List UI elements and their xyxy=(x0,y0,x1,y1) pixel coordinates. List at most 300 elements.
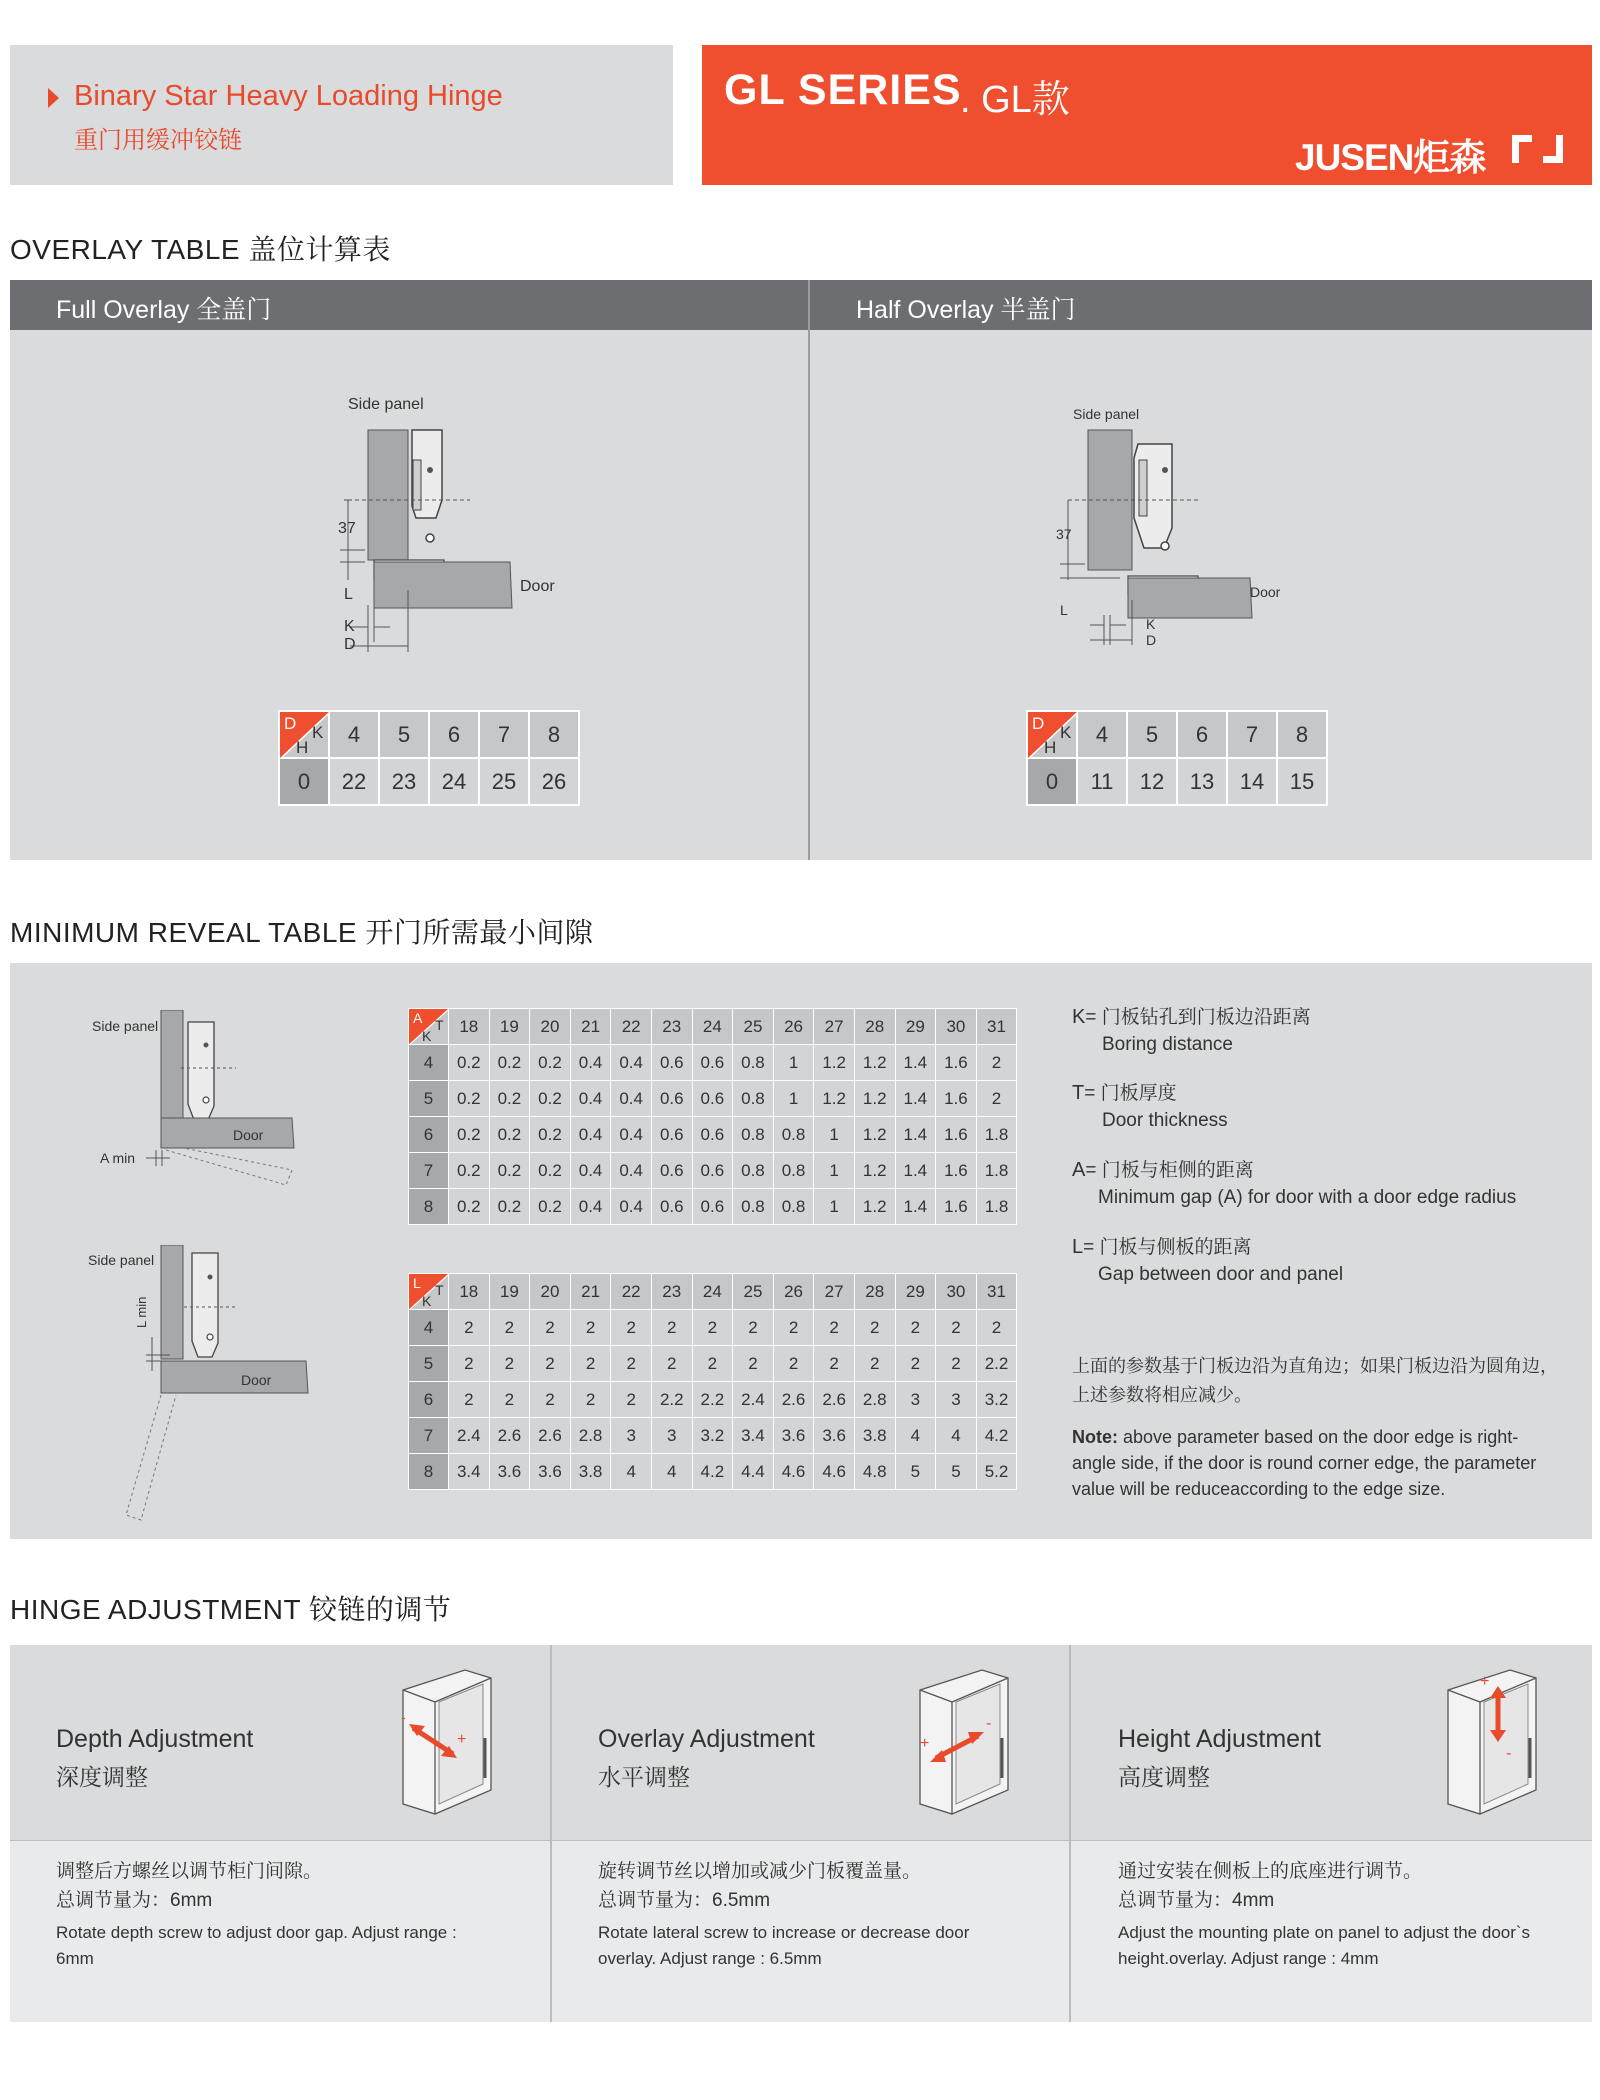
table-cell: 2 xyxy=(936,1310,977,1346)
table-cell: 1.8 xyxy=(976,1153,1017,1189)
table-header-cell: 25 xyxy=(733,1274,774,1310)
table-corner xyxy=(279,711,329,758)
desc-line: 总调节量为：6.5mm xyxy=(598,1890,771,1911)
reveal-section-title: MINIMUM REVEAL TABLE 开门所需最小间隙 xyxy=(10,917,594,948)
table-header-cell: 5 xyxy=(1127,711,1177,758)
corner-top-label: D xyxy=(284,714,297,733)
table-row-header: 8 xyxy=(409,1454,449,1490)
table-cell: 1.6 xyxy=(936,1117,977,1153)
reveal-table-l xyxy=(408,1273,1017,1490)
table-cell: 2 xyxy=(854,1346,895,1382)
table-row xyxy=(409,1045,1017,1081)
full-side-panel-label: Side panel xyxy=(348,396,424,413)
table-cell: 2 xyxy=(449,1346,490,1382)
svg-text:+: + xyxy=(1480,1673,1490,1690)
table-cell: 4 xyxy=(936,1418,977,1454)
table-header-cell: 24 xyxy=(692,1274,733,1310)
table-row-header: 8 xyxy=(409,1189,449,1225)
table-cell: 3.4 xyxy=(449,1454,490,1490)
cabinet-height-icon xyxy=(1440,1662,1540,1822)
table-cell: 2 xyxy=(773,1310,814,1346)
table-cell: 2 xyxy=(489,1310,530,1346)
table-header-cell: 5 xyxy=(379,711,429,758)
table-header-cell: 18 xyxy=(449,1009,490,1045)
table-cell: 2 xyxy=(651,1310,692,1346)
table-header-cell: 6 xyxy=(429,711,479,758)
table-row xyxy=(409,1382,1017,1418)
table-cell: 2 xyxy=(895,1310,936,1346)
table-cell: 3 xyxy=(651,1418,692,1454)
table-header-cell: 27 xyxy=(814,1009,855,1045)
table-cell: 0.2 xyxy=(530,1189,571,1225)
table-header-cell: 22 xyxy=(611,1274,652,1310)
product-name-cn: 重门用缓冲铰链 xyxy=(74,127,242,154)
table-cell: 1 xyxy=(814,1189,855,1225)
legend-key: L xyxy=(1072,1236,1084,1258)
full-overlay-diagram xyxy=(320,390,580,660)
table-header-cell: 19 xyxy=(489,1274,530,1310)
table-cell: 0.2 xyxy=(449,1153,490,1189)
table-row-header: 7 xyxy=(409,1153,449,1189)
desc-line: 旋转调节丝以增加或减少门板覆盖量。 xyxy=(598,1861,922,1882)
table-row xyxy=(409,1310,1017,1346)
table-row xyxy=(409,1454,1017,1490)
legend-l xyxy=(1072,1234,1343,1288)
table-cell: 0.8 xyxy=(733,1081,774,1117)
table-cell: 3 xyxy=(895,1382,936,1418)
table-cell: 1.2 xyxy=(814,1081,855,1117)
svg-text:+: + xyxy=(920,1735,930,1752)
table-cell: 0.2 xyxy=(449,1045,490,1081)
legend-en: Gap between door and panel xyxy=(1098,1264,1344,1285)
table-row-header: 7 xyxy=(409,1418,449,1454)
brand-logo-icon xyxy=(1510,133,1565,165)
table-cell: 25 xyxy=(479,758,529,805)
legend-cn: = 门板与侧板的距离 xyxy=(1083,1237,1252,1258)
table-cell: 2 xyxy=(570,1310,611,1346)
table-header-cell: 23 xyxy=(651,1009,692,1045)
reveal1-side-panel-label: Side panel xyxy=(92,1018,159,1034)
full-l-label: L xyxy=(344,586,353,603)
table-cell: 0.4 xyxy=(611,1045,652,1081)
svg-text:-: - xyxy=(1506,1745,1512,1762)
table-cell: 0.4 xyxy=(570,1153,611,1189)
note-cn: 上面的参数基于门板边沿为直角边；如果门板边沿为圆角边，上述参数将相应减少。 xyxy=(1072,1356,1558,1405)
reveal2-door-label: Door xyxy=(241,1372,272,1388)
table-row-header: 4 xyxy=(409,1045,449,1081)
table-cell: 1.4 xyxy=(895,1081,936,1117)
table-cell: 1.2 xyxy=(854,1153,895,1189)
table-cell: 3 xyxy=(936,1382,977,1418)
note-label: Note: xyxy=(1072,1427,1118,1447)
table-row-header: 5 xyxy=(409,1346,449,1382)
table-cell: 4.2 xyxy=(692,1454,733,1490)
legend-en: Minimum gap (A) for door with a door edge radius xyxy=(1098,1187,1517,1208)
reveal-diagram-lmin xyxy=(96,1245,316,1525)
table-cell: 2.2 xyxy=(692,1382,733,1418)
table-cell: 2.6 xyxy=(530,1418,571,1454)
table-header-cell: 18 xyxy=(449,1274,490,1310)
table-header-cell: 8 xyxy=(1277,711,1327,758)
table-header-cell: 8 xyxy=(529,711,579,758)
table-cell: 2 xyxy=(814,1346,855,1382)
table-corner xyxy=(1027,711,1077,758)
table-cell: 2.6 xyxy=(814,1382,855,1418)
table-cell: 2 xyxy=(570,1382,611,1418)
table-cell: 5 xyxy=(936,1454,977,1490)
table-row xyxy=(409,1153,1017,1189)
table-cell: 4.4 xyxy=(733,1454,774,1490)
table-cell: 3.2 xyxy=(692,1418,733,1454)
table-cell: 0.2 xyxy=(530,1081,571,1117)
table-cell: 2 xyxy=(773,1346,814,1382)
table-cell: 1 xyxy=(814,1117,855,1153)
table-cell: 1.4 xyxy=(895,1117,936,1153)
full-overlay-table xyxy=(278,710,580,806)
table-cell: 1.6 xyxy=(936,1045,977,1081)
reveal2-lmin-label: L min xyxy=(134,1296,149,1328)
table-cell: 2 xyxy=(611,1346,652,1382)
half-l-label: L xyxy=(1060,602,1068,618)
table-cell: 0.4 xyxy=(570,1081,611,1117)
legend-cn: = 门板钻孔到门板边沿距离 xyxy=(1085,1007,1311,1028)
table-cell: 1 xyxy=(814,1153,855,1189)
table-cell: 0.6 xyxy=(692,1153,733,1189)
table-cell: 3 xyxy=(611,1418,652,1454)
table-cell: 11 xyxy=(1077,758,1127,805)
adjustment-section-title: HINGE ADJUSTMENT 铰链的调节 xyxy=(10,1594,452,1625)
table-cell: 0.8 xyxy=(733,1189,774,1225)
overlay-adj-title-en: Overlay Adjustment xyxy=(598,1725,815,1753)
table-cell: 0.4 xyxy=(611,1153,652,1189)
overlay-panel xyxy=(10,280,1592,860)
table-header-cell: 31 xyxy=(976,1009,1017,1045)
table-cell: 0.6 xyxy=(692,1081,733,1117)
svg-text:-: - xyxy=(986,1715,992,1732)
table-cell: 0.6 xyxy=(651,1045,692,1081)
half-dim-label: 37 xyxy=(1056,526,1072,542)
legend-a xyxy=(1072,1157,1516,1211)
table-cell: 2 xyxy=(976,1310,1017,1346)
table-cell: 0.2 xyxy=(449,1117,490,1153)
table-row xyxy=(409,1189,1017,1225)
table-cell: 1.4 xyxy=(895,1189,936,1225)
depth-title-cn: 深度调整 xyxy=(56,1764,148,1790)
legend-key: K xyxy=(1072,1006,1086,1028)
table-cell: 0.2 xyxy=(489,1117,530,1153)
table-cell: 0.6 xyxy=(651,1189,692,1225)
table-cell: 26 xyxy=(529,758,579,805)
table-cell: 0.8 xyxy=(733,1153,774,1189)
corner-right-label: T xyxy=(435,1017,444,1033)
table-header-cell: 28 xyxy=(854,1009,895,1045)
table-cell: 2.2 xyxy=(651,1382,692,1418)
table-header-cell: 20 xyxy=(530,1274,571,1310)
table-cell: 2 xyxy=(611,1382,652,1418)
table-corner xyxy=(409,1009,449,1045)
corner-top-label: D xyxy=(1032,714,1045,733)
table-header-cell: 26 xyxy=(773,1009,814,1045)
table-header-cell: 21 xyxy=(570,1274,611,1310)
corner-top-label: A xyxy=(413,1010,423,1026)
table-cell: 0.4 xyxy=(611,1081,652,1117)
legend-cn: = 门板与柜侧的距离 xyxy=(1085,1160,1254,1181)
reveal-diagram-amin xyxy=(96,1010,316,1200)
table-row-header: 6 xyxy=(409,1382,449,1418)
legend-t xyxy=(1072,1080,1228,1134)
table-header-cell: 21 xyxy=(570,1009,611,1045)
table-cell: 2 xyxy=(733,1310,774,1346)
table-cell: 2 xyxy=(530,1310,571,1346)
table-cell: 2.8 xyxy=(854,1382,895,1418)
table-row-header: 5 xyxy=(409,1081,449,1117)
table-cell: 5.2 xyxy=(976,1454,1017,1490)
table-cell: 2.2 xyxy=(976,1346,1017,1382)
table-cell: 2 xyxy=(854,1310,895,1346)
desc-line: 总调节量为：4mm xyxy=(1118,1890,1275,1911)
table-header-cell: 26 xyxy=(773,1274,814,1310)
table-row xyxy=(409,1117,1017,1153)
series-title: GL SERIES xyxy=(724,66,962,114)
table-row xyxy=(409,1418,1017,1454)
table-cell: 0.2 xyxy=(449,1081,490,1117)
table-cell: 1 xyxy=(773,1045,814,1081)
table-cell: 0.8 xyxy=(733,1117,774,1153)
overlay-divider xyxy=(808,280,810,860)
table-cell: 1.2 xyxy=(854,1081,895,1117)
table-cell: 1.2 xyxy=(814,1045,855,1081)
table-cell: 5 xyxy=(895,1454,936,1490)
legend-k xyxy=(1072,1004,1311,1058)
table-cell: 2 xyxy=(814,1310,855,1346)
table-cell: 14 xyxy=(1227,758,1277,805)
table-row-header: 0 xyxy=(1027,758,1077,805)
table-header-cell: 7 xyxy=(1227,711,1277,758)
table-cell: 1.4 xyxy=(895,1045,936,1081)
table-cell: 4 xyxy=(895,1418,936,1454)
depth-desc-en: Rotate depth screw to adjust door gap. Adjust range : 6mm xyxy=(56,1923,457,1968)
table-header-cell: 6 xyxy=(1177,711,1227,758)
full-k-label: K xyxy=(344,618,355,635)
corner-right-label: K xyxy=(312,723,324,742)
table-cell: 12 xyxy=(1127,758,1177,805)
table-cell: 0.2 xyxy=(489,1153,530,1189)
table-cell: 0.8 xyxy=(733,1045,774,1081)
table-cell: 1.6 xyxy=(936,1189,977,1225)
depth-title-en: Depth Adjustment xyxy=(56,1725,254,1753)
corner-top-label: L xyxy=(413,1275,421,1291)
table-cell: 2.6 xyxy=(773,1382,814,1418)
table-cell: 3.6 xyxy=(814,1418,855,1454)
half-door-label: Door xyxy=(1250,584,1281,600)
reveal-table-a xyxy=(408,1008,1017,1225)
table-cell: 3.6 xyxy=(530,1454,571,1490)
table-header-cell: 29 xyxy=(895,1009,936,1045)
table-cell: 0.8 xyxy=(773,1153,814,1189)
table-row-header: 6 xyxy=(409,1117,449,1153)
table-cell: 15 xyxy=(1277,758,1327,805)
table-header-cell: 19 xyxy=(489,1009,530,1045)
full-d-label: D xyxy=(344,636,356,653)
height-title-en: Height Adjustment xyxy=(1118,1725,1321,1753)
legend-en: Door thickness xyxy=(1102,1110,1228,1131)
table-cell: 22 xyxy=(329,758,379,805)
corner-right-label: T xyxy=(435,1282,444,1298)
half-k-label: K xyxy=(1146,616,1156,632)
table-header-cell: 31 xyxy=(976,1274,1017,1310)
table-cell: 2 xyxy=(692,1346,733,1382)
height-desc-en: Adjust the mounting plate on panel to adjust the door`s height.overlay. Adjust range : 4mm xyxy=(1118,1923,1531,1968)
overlay-adj-desc-cn xyxy=(598,1857,1058,1915)
table-cell: 0.6 xyxy=(651,1153,692,1189)
brand-logo-text: JUSEN炬森 xyxy=(1295,137,1486,178)
table-cell: 0.6 xyxy=(692,1045,733,1081)
adjustment-col-divider xyxy=(550,1645,552,2022)
legend-cn: = 门板厚度 xyxy=(1084,1083,1177,1104)
table-cell: 2 xyxy=(570,1346,611,1382)
table-cell: 0.8 xyxy=(773,1189,814,1225)
table-cell: 0.4 xyxy=(570,1189,611,1225)
table-header-cell: 29 xyxy=(895,1274,936,1310)
table-cell: 1.4 xyxy=(895,1153,936,1189)
table-cell: 1.6 xyxy=(936,1153,977,1189)
table-corner xyxy=(409,1274,449,1310)
table-cell: 13 xyxy=(1177,758,1227,805)
arrow-right-icon xyxy=(48,88,59,108)
table-cell: 4.6 xyxy=(814,1454,855,1490)
table-cell: 2 xyxy=(530,1382,571,1418)
half-overlay-diagram xyxy=(1040,400,1300,660)
series-title-cn: . GL款 xyxy=(960,79,1070,121)
table-cell: 3.8 xyxy=(854,1418,895,1454)
table-cell: 4.6 xyxy=(773,1454,814,1490)
table-cell: 2 xyxy=(936,1346,977,1382)
overlay-adj-title-cn: 水平调整 xyxy=(598,1764,690,1790)
table-cell: 4 xyxy=(611,1454,652,1490)
table-header-cell: 22 xyxy=(611,1009,652,1045)
table-cell: 0.8 xyxy=(773,1117,814,1153)
header-product-box xyxy=(10,45,673,185)
table-cell: 0.6 xyxy=(692,1117,733,1153)
table-cell: 1 xyxy=(773,1081,814,1117)
table-cell: 4.8 xyxy=(854,1454,895,1490)
table-cell: 3.2 xyxy=(976,1382,1017,1418)
table-cell: 2.8 xyxy=(570,1418,611,1454)
table-cell: 2 xyxy=(489,1382,530,1418)
table-cell: 4.2 xyxy=(976,1418,1017,1454)
table-cell: 2.4 xyxy=(449,1418,490,1454)
svg-text:+: + xyxy=(457,1731,467,1748)
table-cell: 1.6 xyxy=(936,1081,977,1117)
table-cell: 2 xyxy=(449,1382,490,1418)
table-cell: 1.2 xyxy=(854,1045,895,1081)
table-row-header: 0 xyxy=(279,758,329,805)
table-cell: 0.2 xyxy=(530,1117,571,1153)
half-overlay-table xyxy=(1026,710,1328,806)
table-cell: 2 xyxy=(449,1310,490,1346)
cabinet-overlay-icon xyxy=(912,1662,1012,1822)
table-cell: 0.2 xyxy=(489,1189,530,1225)
table-cell: 0.6 xyxy=(651,1081,692,1117)
desc-line: 通过安装在侧板上的底座进行调节。 xyxy=(1118,1861,1423,1882)
table-row-header: 4 xyxy=(409,1310,449,1346)
full-door-label: Door xyxy=(520,578,555,595)
table-header-cell: 28 xyxy=(854,1274,895,1310)
table-cell: 2 xyxy=(530,1346,571,1382)
corner-bottom-label: K xyxy=(422,1293,432,1309)
table-cell: 1.2 xyxy=(854,1189,895,1225)
table-header-cell: 30 xyxy=(936,1009,977,1045)
adjustment-divider xyxy=(10,1840,1592,1841)
desc-line: 总调节量为：6mm xyxy=(56,1890,213,1911)
table-cell: 0.2 xyxy=(489,1045,530,1081)
table-header-cell: 30 xyxy=(936,1274,977,1310)
table-header-cell: 4 xyxy=(1077,711,1127,758)
table-cell: 4 xyxy=(651,1454,692,1490)
full-dim-label: 37 xyxy=(338,520,356,537)
table-cell: 0.2 xyxy=(530,1045,571,1081)
table-cell: 0.4 xyxy=(611,1117,652,1153)
legend-key: T xyxy=(1072,1082,1085,1104)
adjustment-col-divider xyxy=(1069,1645,1071,2022)
corner-bottom-label: H xyxy=(296,738,309,757)
table-cell: 2.6 xyxy=(489,1418,530,1454)
corner-right-label: K xyxy=(1060,723,1072,742)
table-cell: 2 xyxy=(976,1081,1017,1117)
note-en xyxy=(1072,1424,1542,1502)
desc-line: 调整后方螺丝以调节柜门间隙。 xyxy=(56,1861,323,1882)
table-cell: 0.6 xyxy=(692,1189,733,1225)
half-overlay-label: Half Overlay 半盖门 xyxy=(856,296,1076,324)
note-text: above parameter based on the door edge is right-angle side, if the door is round corner edge, the parameter value will be reduceaccording to the edge size. xyxy=(1072,1427,1537,1499)
table-cell: 2 xyxy=(489,1346,530,1382)
table-cell: 3.6 xyxy=(773,1418,814,1454)
table-cell: 0.2 xyxy=(489,1081,530,1117)
corner-bottom-label: K xyxy=(422,1028,432,1044)
table-cell: 2 xyxy=(733,1346,774,1382)
reveal1-door-label: Door xyxy=(233,1127,264,1143)
table-cell: 3.4 xyxy=(733,1418,774,1454)
table-cell: 0.2 xyxy=(530,1153,571,1189)
half-d-label: D xyxy=(1146,632,1157,648)
table-cell: 23 xyxy=(379,758,429,805)
table-row xyxy=(409,1081,1017,1117)
table-header-cell: 20 xyxy=(530,1009,571,1045)
table-header-cell: 24 xyxy=(692,1009,733,1045)
table-cell: 0.2 xyxy=(449,1189,490,1225)
overlay-section-title: OVERLAY TABLE 盖位计算表 xyxy=(10,234,391,265)
table-cell: 0.4 xyxy=(570,1117,611,1153)
table-cell: 0.4 xyxy=(570,1045,611,1081)
table-header-cell: 27 xyxy=(814,1274,855,1310)
table-cell: 3.6 xyxy=(489,1454,530,1490)
height-desc-cn xyxy=(1118,1857,1578,1915)
table-cell: 2 xyxy=(692,1310,733,1346)
legend-en: Boring distance xyxy=(1102,1034,1233,1055)
table-header-cell: 23 xyxy=(651,1274,692,1310)
cabinet-depth-icon xyxy=(395,1662,495,1822)
table-header-cell: 4 xyxy=(329,711,379,758)
reveal1-amin-label: A min xyxy=(100,1150,136,1166)
svg-text:-: - xyxy=(401,1709,406,1725)
table-cell: 2 xyxy=(976,1045,1017,1081)
reveal2-side-panel-label: Side panel xyxy=(88,1252,155,1268)
height-title-cn: 高度调整 xyxy=(1118,1764,1210,1790)
corner-bottom-label: H xyxy=(1044,738,1057,757)
table-cell: 2 xyxy=(651,1346,692,1382)
table-cell: 0.6 xyxy=(651,1117,692,1153)
table-cell: 2 xyxy=(611,1310,652,1346)
